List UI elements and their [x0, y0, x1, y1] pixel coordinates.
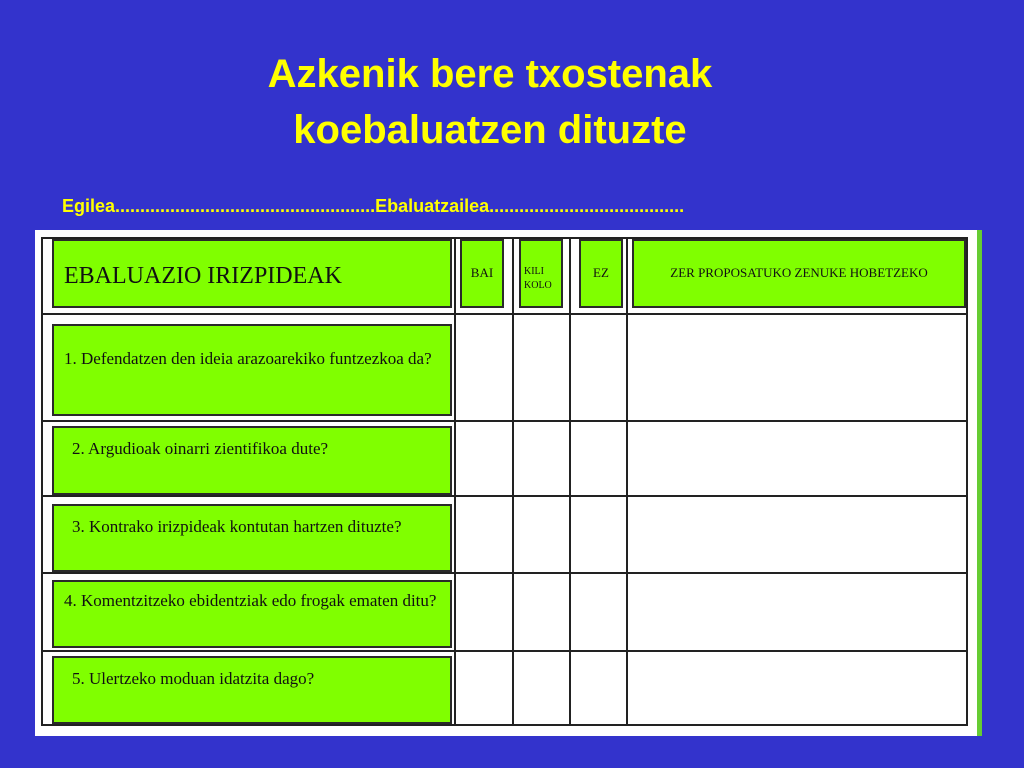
author-evaluator-line: Egilea....................................................Ebaluatzailea....................................... — [62, 196, 685, 216]
no-column-header: EZ — [579, 239, 623, 308]
slide-title-line-1: Azkenik bere txostenak — [267, 52, 713, 96]
table-divider — [512, 237, 514, 726]
criteria-header: EBALUAZIO IRIZPIDEAK — [52, 239, 452, 308]
table-divider — [41, 572, 968, 574]
improvement-column-header: ZER PROPOSATUKO ZENUKE HOBETZEKO — [632, 239, 966, 308]
so-so-header-line-1: KILI — [524, 266, 544, 277]
criterion-4: 4. Komentzitzeko ebidentziak edo frogak ematen ditu? — [52, 580, 452, 648]
yes-column-header: BAI — [460, 239, 504, 308]
table-divider — [41, 650, 968, 652]
table-divider — [454, 237, 456, 726]
panel-edge-strip — [977, 230, 982, 736]
table-divider — [41, 420, 968, 422]
so-so-column-header — [519, 239, 563, 308]
table-divider — [569, 237, 571, 726]
table-divider — [41, 495, 968, 497]
so-so-header-line-2: KOLO — [524, 280, 552, 291]
criterion-2: 2. Argudioak oinarri zientifikoa dute? — [52, 426, 452, 495]
slide-title-line-2: koebaluatzen dituzte — [293, 108, 687, 152]
table-divider — [41, 313, 968, 315]
criterion-3: 3. Kontrako irizpideak kontutan hartzen dituzte? — [52, 504, 452, 572]
criterion-1: 1. Defendatzen den ideia arazoarekiko funtzezkoa da? — [52, 324, 452, 416]
slide-title — [0, 46, 980, 158]
criterion-5: 5. Ulertzeko moduan idatzita dago? — [52, 656, 452, 724]
table-divider — [626, 237, 628, 726]
